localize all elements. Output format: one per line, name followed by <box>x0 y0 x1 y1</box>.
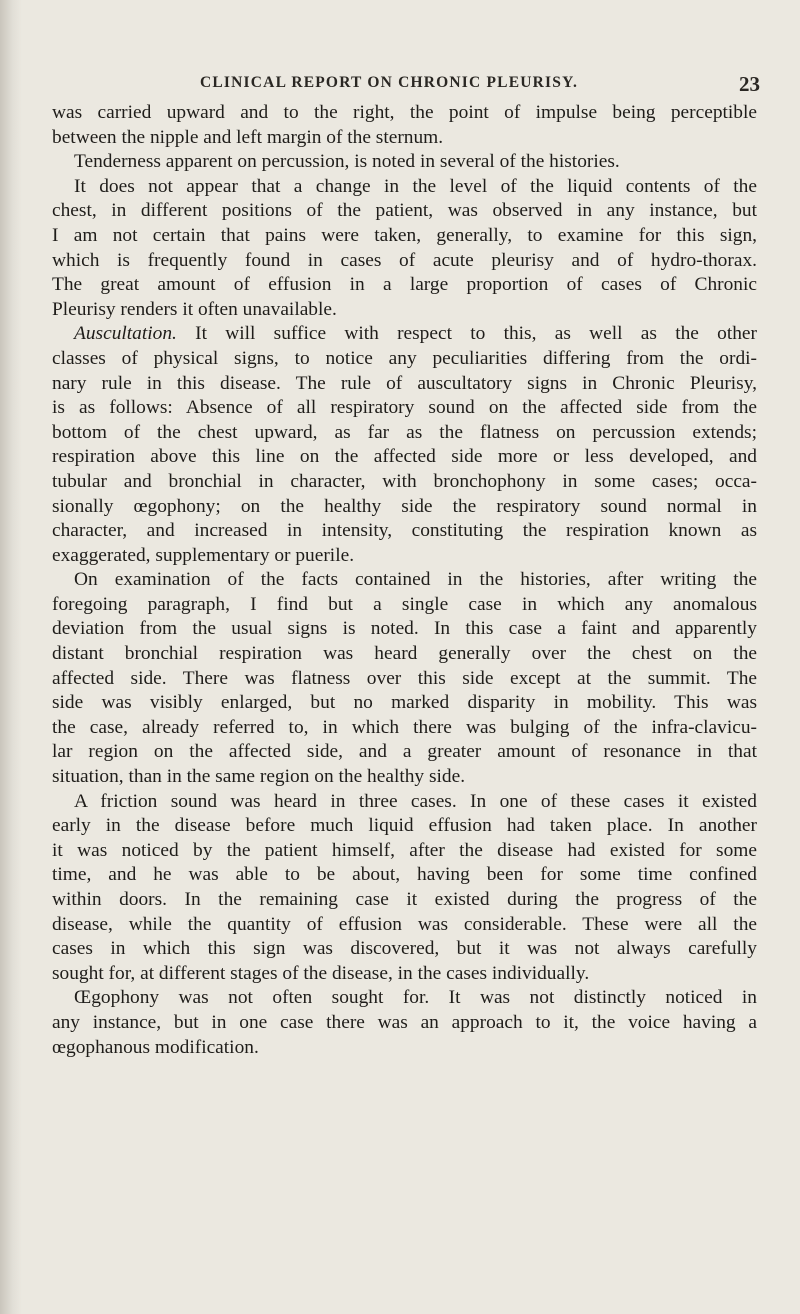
text-line: situation, than in the same region on the healthy side. <box>52 766 466 788</box>
text-line: time, and he was able to be about, having been for some time confined <box>52 864 757 886</box>
text-body <box>52 101 757 1060</box>
text-line: it was noticed by the patient himself, after the disease had existed for some <box>52 839 757 861</box>
running-title: CLINICAL REPORT ON CHRONIC PLEURISY. <box>200 74 579 91</box>
text-line: tubular and bronchial in character, with bronchophony in some cases; occa- <box>52 470 757 492</box>
text-line: Pleurisy renders it often unavailable. <box>52 298 337 320</box>
text-line: Œgophony was not often sought for. It was not distinctly noticed in <box>74 987 757 1009</box>
text-line: early in the disease before much liquid effusion had taken place. In another <box>52 815 757 837</box>
text-line: sionally œgophony; on the healthy side the respiratory sound normal in <box>52 495 757 517</box>
text-line: It does not appear that a change in the level of the liquid contents of the <box>74 175 757 197</box>
text-line: character, and increased in intensity, constituting the respiration known as <box>52 520 757 542</box>
section-term-auscultation: Auscultation. <box>74 323 177 345</box>
text-line-rest: It will suffice with respect to this, as well as the other <box>195 323 757 345</box>
text-line: sought for, at different stages of the disease, in the cases individually. <box>52 962 590 984</box>
text-line: A friction sound was heard in three cases. In one of these cases it existed <box>74 790 757 812</box>
text-line: is as follows: Absence of all respiratory sound on the affected side from the <box>52 397 757 419</box>
text-line: foregoing paragraph, I find but a single case in which any anomalous <box>52 593 757 615</box>
text-line: nary rule in this disease. The rule of auscultatory signs in Chronic Pleurisy, <box>52 372 757 394</box>
text-line: the case, already referred to, in which there was bulging of the infra-clavicu- <box>52 716 757 738</box>
text-line: The great amount of effusion in a large proportion of cases of Chronic <box>52 274 757 296</box>
running-head <box>200 74 760 100</box>
text-line: any instance, but in one case there was an approach to it, the voice having a <box>52 1011 757 1033</box>
text-line: bottom of the chest upward, as far as the flatness on percussion extends; <box>52 421 757 443</box>
page-edge-shadow <box>0 0 22 1314</box>
text-line: deviation from the usual signs is noted. In this case a faint and apparently <box>52 618 757 640</box>
text-line: within doors. In the remaining case it existed during the progress of the <box>52 889 757 910</box>
text-line: side was visibly enlarged, but no marked disparity in mobility. This was <box>52 692 757 714</box>
text-line: Tenderness apparent on percussion, is noted in several of the histories. <box>74 151 620 173</box>
text-line: respiration above this line on the affected side more or less developed, and <box>52 446 757 468</box>
text-line: exaggerated, supplementary or puerile. <box>52 544 355 566</box>
text-line: which is frequently found in cases of acute pleurisy and of hydro-thorax. <box>52 249 757 271</box>
page-number: 23 <box>739 72 760 96</box>
text-line: disease, while the quantity of effusion was considerable. These were all the <box>52 913 757 935</box>
text-line: lar region on the affected side, and a greater amount of resonance in that <box>52 741 757 763</box>
text-line-auscultation <box>52 322 757 347</box>
text-line: distant bronchial respiration was heard generally over the chest on the <box>52 643 757 665</box>
text-line: cases in which this sign was discovered, but it was not always carefully <box>52 938 757 960</box>
text-line: chest, in different positions of the patient, was observed in any instance, but <box>52 200 757 222</box>
text-line: œgophanous modification. <box>52 1036 259 1058</box>
text-line: I am not certain that pains were taken, generally, to examine for this sign, <box>52 224 757 246</box>
text-line: between the nipple and left margin of the sternum. <box>52 126 444 148</box>
text-line: affected side. There was flatness over this side except at the summit. The <box>52 667 757 689</box>
text-line: was carried upward and to the right, the point of impulse being perceptible <box>52 102 757 123</box>
text-line: On examination of the facts contained in the histories, after writing the <box>74 569 757 591</box>
text-line: classes of physical signs, to notice any peculiarities differing from the ordi- <box>52 347 757 369</box>
